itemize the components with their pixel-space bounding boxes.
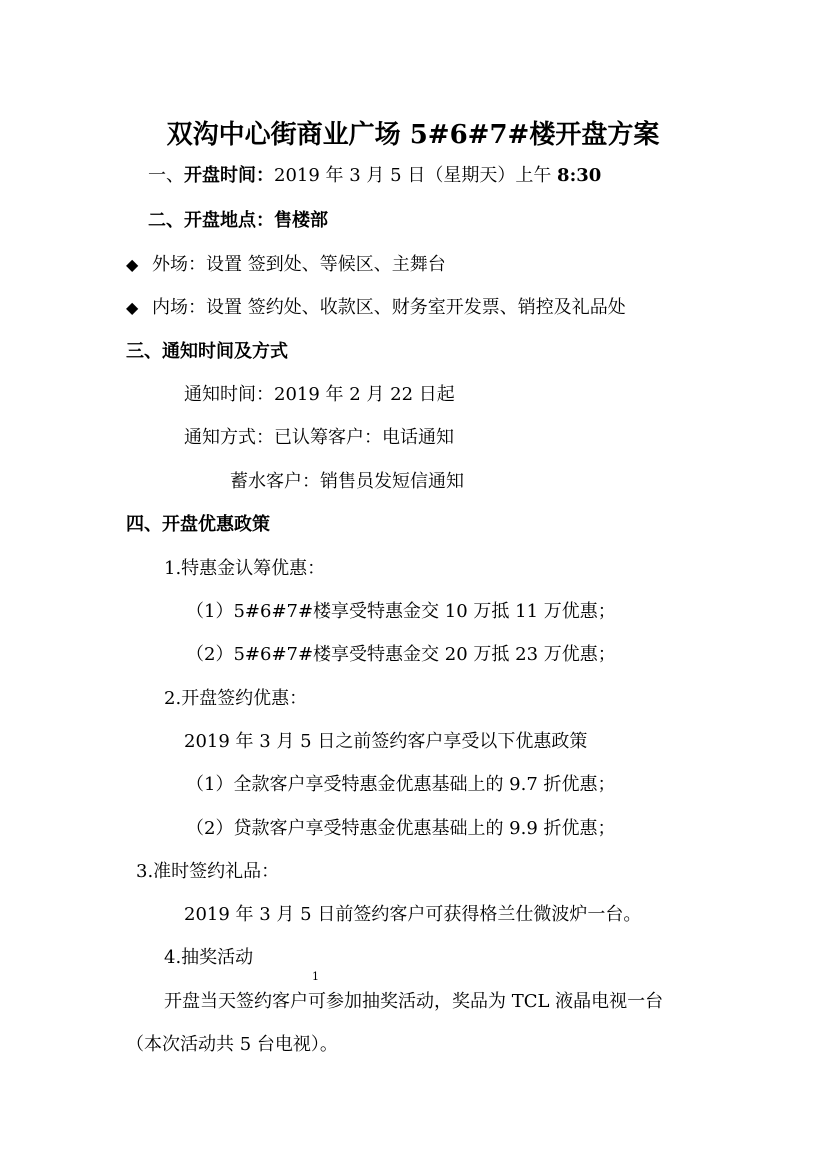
bullet-item-outdoor: [126, 253, 446, 277]
section-3-heading: 三、通知时间及方式: [126, 341, 288, 362]
sub2-item-2: （2）贷款客户享受特惠金优惠基础上的 9.9 折优惠；: [186, 818, 616, 839]
sub-heading-2: 2.开盘签约优惠：: [164, 688, 308, 709]
section-1-prefix: 一、: [148, 165, 184, 186]
section-1-label: 开盘时间：: [184, 165, 274, 186]
page-number: 1: [312, 970, 319, 983]
sub-heading-3: 3.准时签约礼品：: [136, 861, 280, 882]
section-2-heading: 二、开盘地点：售楼部: [148, 210, 328, 231]
sub2-intro: 2019 年 3 月 5 日之前签约客户享受以下优惠政策: [184, 731, 588, 752]
notify-method: 通知方式：已认筹客户：电话通知: [184, 427, 454, 448]
sub4-text-1: 开盘当天签约客户可参加抽奖活动，奖品为 TCL 液晶电视一台: [164, 991, 664, 1012]
bullet-item-text: 内场：设置 签约处、收款区、财务室开发票、销控及礼品处: [152, 297, 626, 318]
sub1-item-1: （1）5#6#7#楼享受特惠金交 10 万抵 11 万优惠；: [186, 601, 616, 622]
sub-heading-1: 1.特惠金认筹优惠：: [164, 558, 326, 579]
sub3-text: 2019 年 3 月 5 日前签约客户可获得格兰仕微波炉一台。: [184, 904, 642, 925]
sub1-item-2: （2）5#6#7#楼享受特惠金交 20 万抵 23 万优惠；: [186, 644, 616, 665]
bullet-item-indoor: [126, 296, 626, 320]
sub-heading-4: 4.抽奖活动: [164, 947, 254, 968]
sub2-item-1: （1）全款客户享受特惠金优惠基础上的 9.7 折优惠；: [186, 774, 616, 795]
section-1-text: 2019 年 3 月 5 日（星期天）上午: [274, 165, 558, 186]
section-4-heading: 四、开盘优惠政策: [126, 514, 270, 535]
page-title: 双沟中心街商业广场 5#6#7#楼开盘方案: [166, 120, 660, 150]
notify-time: 通知时间：2019 年 2 月 22 日起: [184, 384, 455, 405]
notify-method-2: 蓄水客户：销售员发短信通知: [230, 471, 464, 492]
section-1-line: [148, 164, 601, 188]
diamond-bullet-icon: ◆: [126, 255, 139, 274]
diamond-bullet-icon: ◆: [126, 298, 139, 317]
section-1-time: 8:30: [557, 165, 602, 186]
sub4-text-2: （本次活动共 5 台电视）。: [126, 1034, 338, 1055]
bullet-item-text: 外场：设置 签到处、等候区、主舞台: [152, 254, 446, 275]
